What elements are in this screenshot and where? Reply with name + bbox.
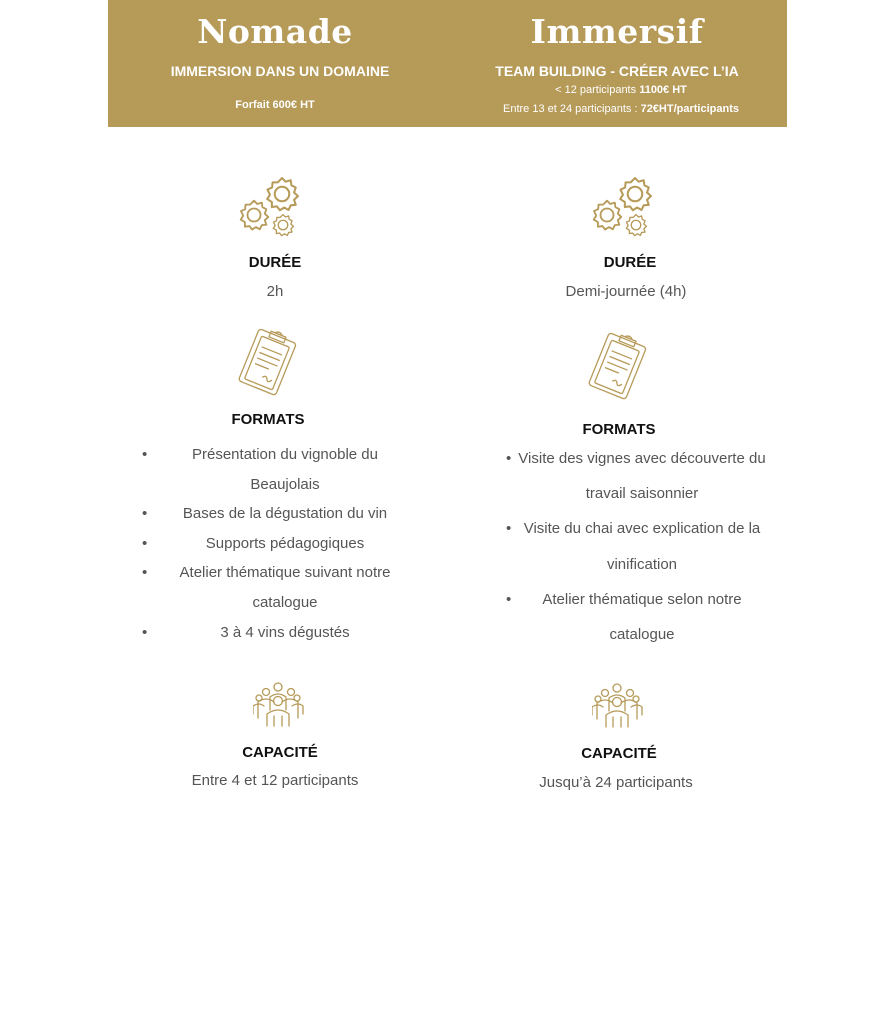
group-icon bbox=[592, 681, 644, 731]
right-capacity-value: Jusqu’à 24 participants bbox=[539, 774, 693, 791]
clipboard-icon bbox=[585, 332, 651, 404]
left-duration-label: DURÉE bbox=[248, 254, 302, 271]
list-item: • Atelier thématique suivant notre catalogue bbox=[140, 558, 410, 617]
right-formats-list bbox=[500, 441, 770, 652]
list-item: • Supports pédagogiques bbox=[140, 529, 410, 559]
group-icon bbox=[253, 680, 305, 730]
right-capacity-label: CAPACITÉ bbox=[581, 745, 657, 762]
right-price-line2 bbox=[451, 103, 791, 115]
left-price: Forfait 600€ HT bbox=[235, 99, 315, 111]
right-price-line1-prefix: < 12 participants bbox=[555, 84, 637, 96]
gears-icon bbox=[238, 177, 306, 242]
right-subtitle: TEAM BUILDING - CRÉER AVEC L’IA bbox=[495, 63, 739, 79]
list-item: • Visite du chai avec explication de la vinification bbox=[500, 511, 770, 581]
clipboard-icon bbox=[235, 328, 301, 400]
list-item: • Visite des vignes avec découverte du travail saisonnier bbox=[500, 441, 770, 511]
right-price-line2-value: 72€HT/participants bbox=[640, 103, 739, 115]
right-price-line1-value: 1100€ HT bbox=[639, 84, 687, 96]
left-formats-list bbox=[140, 440, 410, 647]
right-price-line1 bbox=[451, 84, 791, 96]
right-title: Immersif bbox=[530, 12, 704, 51]
left-duration-value: 2h bbox=[266, 283, 284, 300]
right-price-line2-prefix: Entre 13 et 24 participants : bbox=[502, 103, 638, 115]
list-item: • Atelier thématique selon notre catalogue bbox=[500, 582, 770, 652]
left-title: Nomade bbox=[197, 12, 353, 51]
right-duration-value: Demi-journée (4h) bbox=[565, 283, 687, 300]
list-item: • 3 à 4 vins dégustés bbox=[140, 618, 410, 648]
right-formats-label: FORMATS bbox=[582, 421, 656, 438]
list-item: • Bases de la dégustation du vin bbox=[140, 499, 410, 529]
list-item: • Présentation du vignoble du Beaujolais bbox=[140, 440, 410, 499]
left-formats-label: FORMATS bbox=[231, 411, 305, 428]
left-subtitle: IMMERSION DANS UN DOMAINE bbox=[170, 63, 390, 79]
gears-icon bbox=[591, 177, 659, 242]
left-capacity-label: CAPACITÉ bbox=[242, 744, 318, 761]
left-capacity-value: Entre 4 et 12 participants bbox=[191, 772, 359, 789]
right-duration-label: DURÉE bbox=[603, 254, 657, 271]
